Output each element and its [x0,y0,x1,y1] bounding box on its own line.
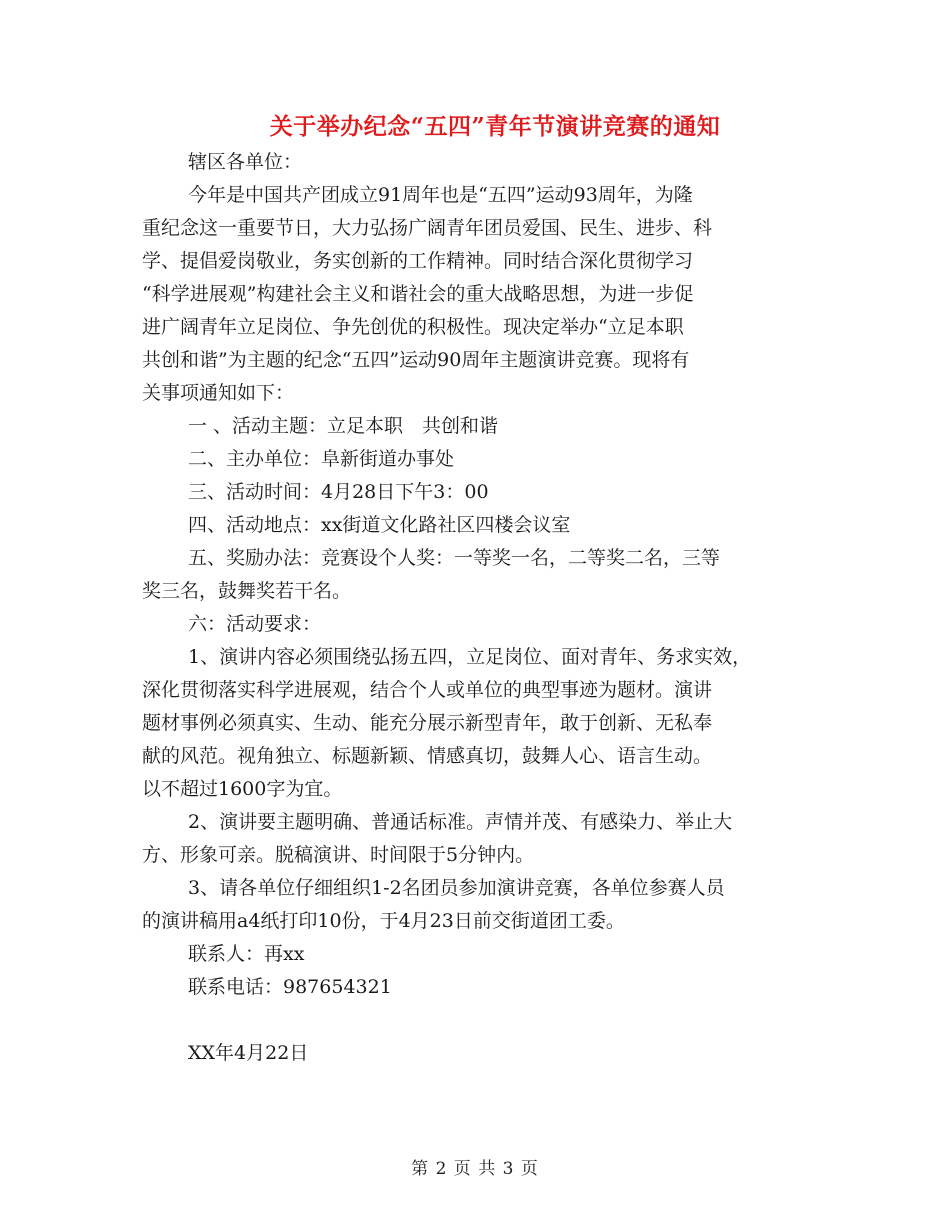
document-date: XX年4月22日 [188,1042,309,1064]
blank-spacer [142,1004,822,1037]
item-organizer: 二、主办单位：阜新街道办事处 [188,448,455,470]
item-awards: 五、奖励办法：竞赛设个人奖：一等奖一名，二等奖二名，三等 [188,547,721,569]
item-time: 三、活动时间：4月28日下午3：00 [188,481,489,503]
intro-line: 今年是中国共产团成立91周年也是“五四”运动93周年，为隆 [188,184,693,206]
item-awards-cont: 奖三名，鼓舞奖若干名。 [142,580,352,602]
requirement-2-line: 2、演讲要主题明确、普通话标准。声情并茂、有感染力、举止大 [188,811,733,833]
document-body [142,146,822,1070]
requirement-1-line: 题材事例必须真实、生动、能充分展示新型青年，敢于创新、无私奉 [142,712,713,734]
item-requirements-heading: 六：活动要求： [188,613,322,635]
document-title: 关于举办纪念“五四”青年节演讲竞赛的通知 [269,113,721,140]
item-theme: 一 、活动主题：立足本职 共创和谐 [188,415,499,437]
requirement-3-line: 3、请各单位仔细组织1-2名团员参加演讲竞赛，各单位参赛人员 [188,877,725,899]
intro-line: 重纪念这一重要节日，大力弘扬广阔青年团员爱国、民生、进步、科 [142,217,713,239]
contact-phone: 联系电话：987654321 [188,976,392,998]
requirement-1-line: 深化贯彻落实科学进展观，结合个人或单位的典型事迹为题材。演讲 [142,679,713,701]
intro-line: 学、提倡爱岗敬业，务实创新的工作精神。同时结合深化贯彻学习 [142,250,694,272]
contact-person: 联系人：再xx [188,943,305,965]
intro-line: 共创和谐”为主题的纪念“五四”运动90周年主题演讲竞赛。现将有 [142,349,690,371]
intro-line: 关事项通知如下： [142,382,295,404]
intro-line: 进广阔青年立足岗位、争先创优的积极性。现决定举办“立足本职 [142,316,684,338]
requirement-3-line: 的演讲稿用a4纸打印10份，于4月23日前交街道团工委。 [142,910,625,932]
page-footer: 第 2 页 共 3 页 [411,1159,539,1179]
requirement-1-line: 1、演讲内容必须围绕弘扬五四，立足岗位、面对青年、务求实效， [188,646,752,668]
requirement-1-line: 献的风范。视角独立、标题新颖、情感真切，鼓舞人心、语言生动。 [142,745,713,767]
requirement-1-line: 以不超过1600字为宜。 [142,778,343,800]
requirement-2-line: 方、形象可亲。脱稿演讲、时间限于5分钟内。 [142,844,535,866]
intro-line: “科学进展观”构建社会主义和谐社会的重大战略思想，为进一步促 [142,283,694,305]
item-location: 四、活动地点：xx街道文化路社区四楼会议室 [188,514,571,536]
salutation: 辖区各单位： [188,151,303,173]
